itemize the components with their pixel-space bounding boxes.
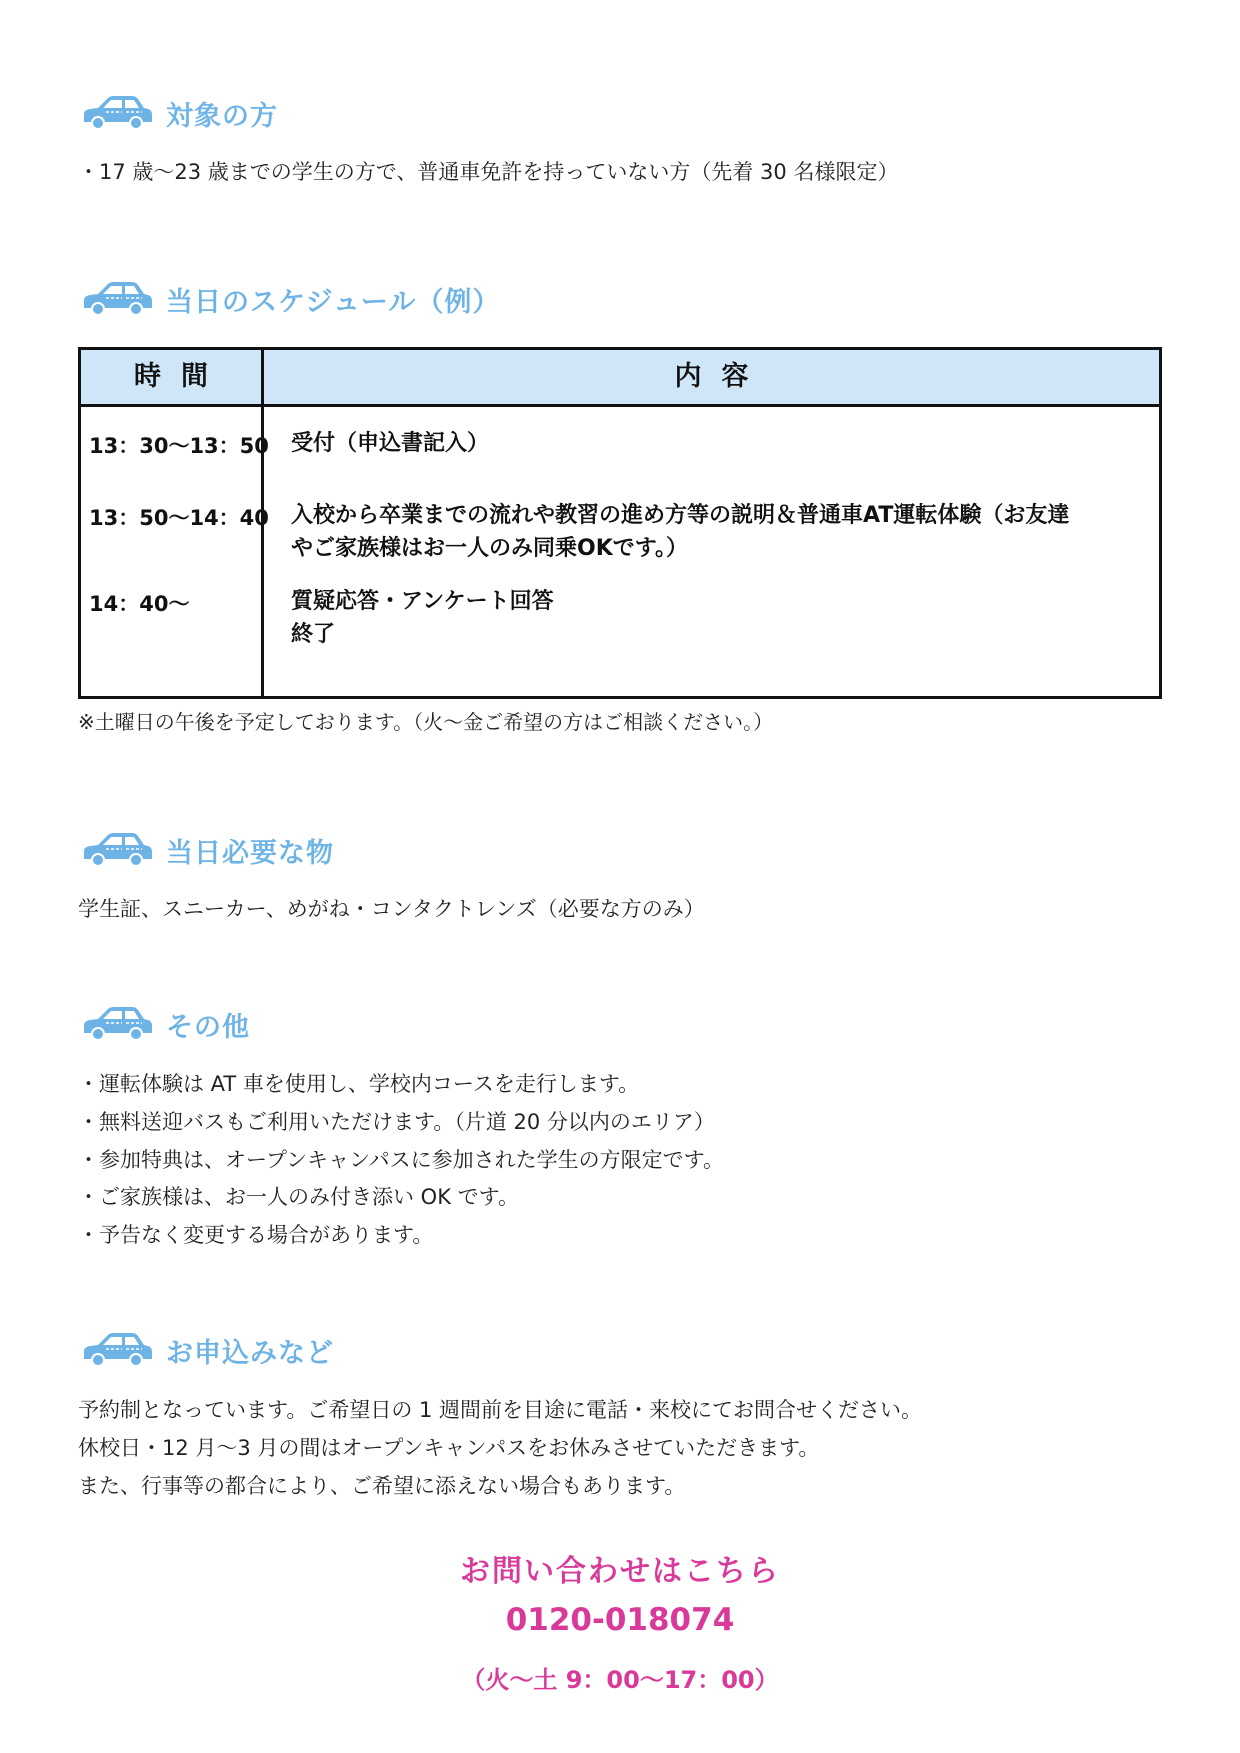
heading-schedule: 当日のスケジュール（例） [166,286,501,318]
schedule-table [78,347,1162,699]
belongings-line: 学生証、スニーカー、めがね・コンタクトレンズ（必要な方のみ） [78,897,705,921]
row-content [291,427,1141,460]
target-line: ・17 歳〜23 歳までの学生の方で、普通車免許を持っていない方（先着 30 名様限定） [78,160,899,184]
content-line: 終了 [291,622,336,647]
apply-line: また、行事等の都合により、ご希望に添えない場合もあります。 [78,1474,686,1498]
contact-hours: （火〜土 9：00〜17：00） [461,1666,779,1694]
car-icon [78,92,154,134]
other-line: ・ご家族様は、お一人のみ付き添い OK です。 [78,1185,519,1209]
other-line: ・予告なく変更する場合があります。 [78,1223,434,1247]
other-line: ・無料送迎バスもご利用いただけます。（片道 20 分以内のエリア） [78,1110,715,1134]
heading-target: 対象の方 [166,100,278,132]
heading-apply: お申込みなど [166,1337,334,1369]
other-line: ・運転体験は AT 車を使用し、学校内コースを走行します。 [78,1072,640,1096]
content-line: 受付（申込書記入） [291,431,490,456]
content-line: やご家族様はお一人のみ同乗OKです。） [291,536,688,561]
apply-line: 予約制となっています。ご希望日の 1 週間前を目途に電話・来校にてお問合せください。 [78,1398,923,1422]
content-line: 入校から卒業までの流れや教習の進め方等の説明＆普通車AT運転体験（お友達 [291,503,1070,528]
heading-belongings: 当日必要な物 [166,837,334,869]
car-icon [78,1329,154,1371]
row-time: 13：50〜14：40 [89,506,269,530]
other-line: ・参加特典は、オープンキャンパスに参加された学生の方限定です。 [78,1148,724,1172]
section-heading-belongings [78,829,334,871]
row-time: 13：30〜13：50 [89,434,269,458]
car-icon [78,278,154,320]
header-content: 内容 [674,361,769,392]
section-heading-schedule [78,278,500,320]
row-time: 14：40〜 [89,592,190,616]
content-line: 質疑応答・アンケート回答 [291,589,554,614]
heading-other: その他 [166,1011,250,1043]
contact-title: お問い合わせはこちら [460,1554,780,1589]
header-time: 時間 [134,361,228,392]
row-content [291,585,1141,651]
row-content [291,499,1141,565]
section-heading-other [78,1003,250,1045]
table-header [81,350,1159,407]
car-icon [78,1003,154,1045]
car-icon [78,829,154,871]
section-heading-target [78,92,278,134]
contact-phone[interactable]: 0120-018074 [505,1602,735,1638]
schedule-note: ※土曜日の午後を予定しております。（火〜金ご希望の方はご相談ください。） [78,710,774,734]
section-heading-apply [78,1329,334,1371]
apply-line: 休校日・12 月〜3 月の間はオープンキャンパスをお休みさせていただきます。 [78,1436,820,1460]
